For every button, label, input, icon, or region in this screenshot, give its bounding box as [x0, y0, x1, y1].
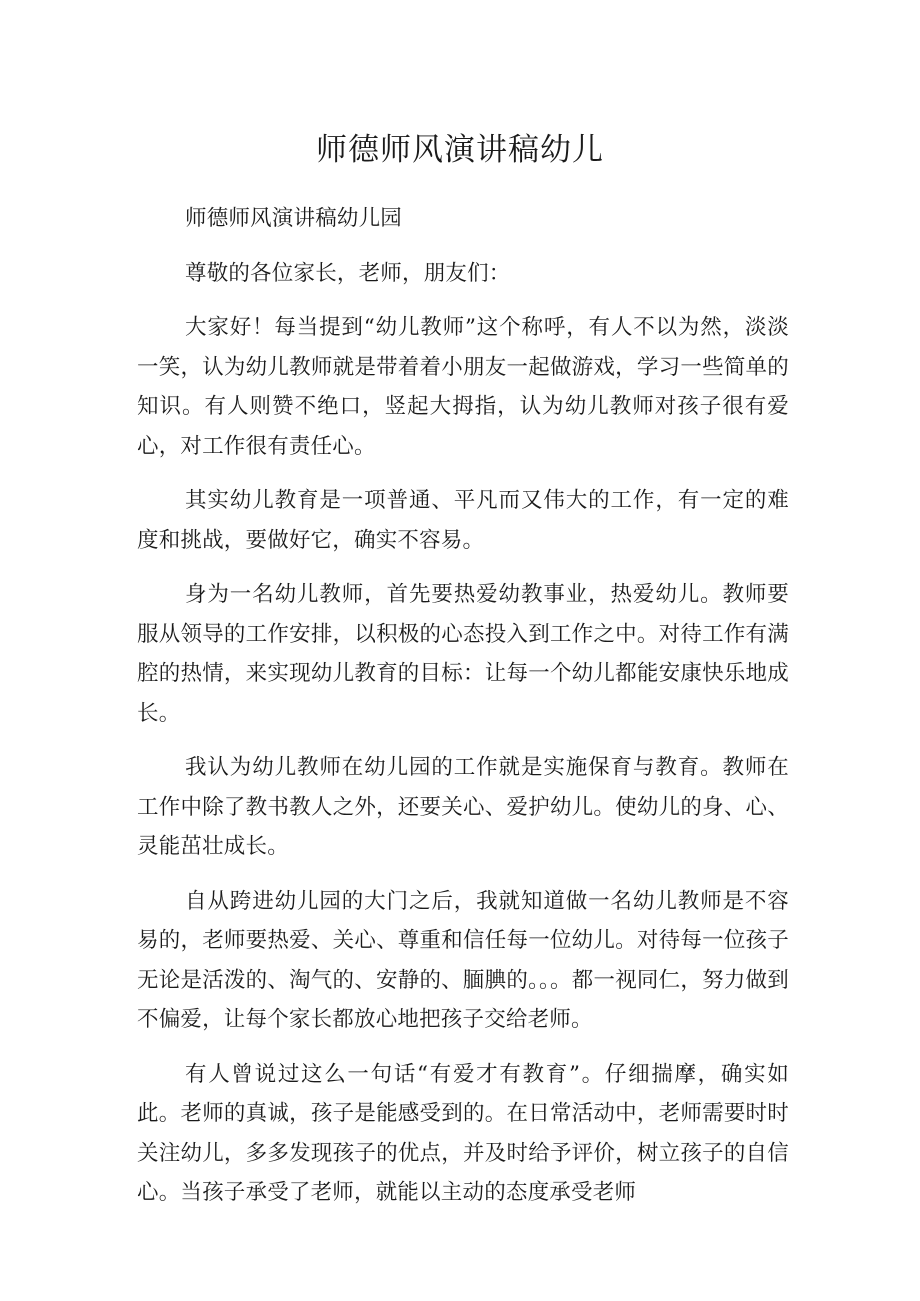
- paragraph: 其实幼儿教育是一项普通、平凡而又伟大的工作，有一定的难度和挑战，要做好它，确实不容易。: [137, 488, 789, 553]
- paragraph: 师德师风演讲稿幼儿园: [185, 206, 403, 231]
- paragraph: 身为一名幼儿教师，首先要热爱幼教事业，热爱幼儿。教师要服从领导的工作安排，以积极的心态投入到工作之中。对待工作有满腔的热情，来实现幼儿教育的目标：让每一个幼儿都能安康快乐地成长。: [137, 582, 789, 726]
- paragraph: 尊敬的各位家长，老师，朋友们：: [185, 260, 511, 286]
- paragraph: 我认为幼儿教师在幼儿园的工作就是实施保育与教育。教师在工作中除了教书教人之外，还要关心、爱护幼儿。使幼儿的身、心、灵能茁壮成长。: [137, 755, 789, 859]
- paragraph: 自从跨进幼儿园的大门之后，我就知道做一名幼儿教师是不容易的，老师要热爱、关心、尊重和信任每一位幼儿。对待每一位孩子无论是活泼的、淘气的、安静的、腼腆的。。。都一视同仁，努力做到不偏爱，让每个家长都放心地把孩子交给老师。: [137, 888, 789, 1032]
- paragraph: 大家好！每当提到“幼儿教师”这个称呼，有人不以为然，淡淡一笑，认为幼儿教师就是带着着小朋友一起做游戏，学习一些简单的知识。有人则赞不绝口，竖起大拇指，认为幼儿教师对孩子很有爱心，对工作很有责任心。: [137, 315, 789, 459]
- document-title: 师德师风演讲稿幼儿: [316, 132, 604, 168]
- document-body: [137, 199, 789, 1228]
- paragraph: 有人曾说过这么一句话“有爱才有教育”。仔细揣摩，确实如此。老师的真诚，孩子是能感受到的。在日常活动中，老师需要时时关注幼儿，多多发现孩子的优点，并及时给予评价，树立孩子的自信心。当孩子承受了老师，就能以主动的态度承受老师: [137, 1061, 789, 1205]
